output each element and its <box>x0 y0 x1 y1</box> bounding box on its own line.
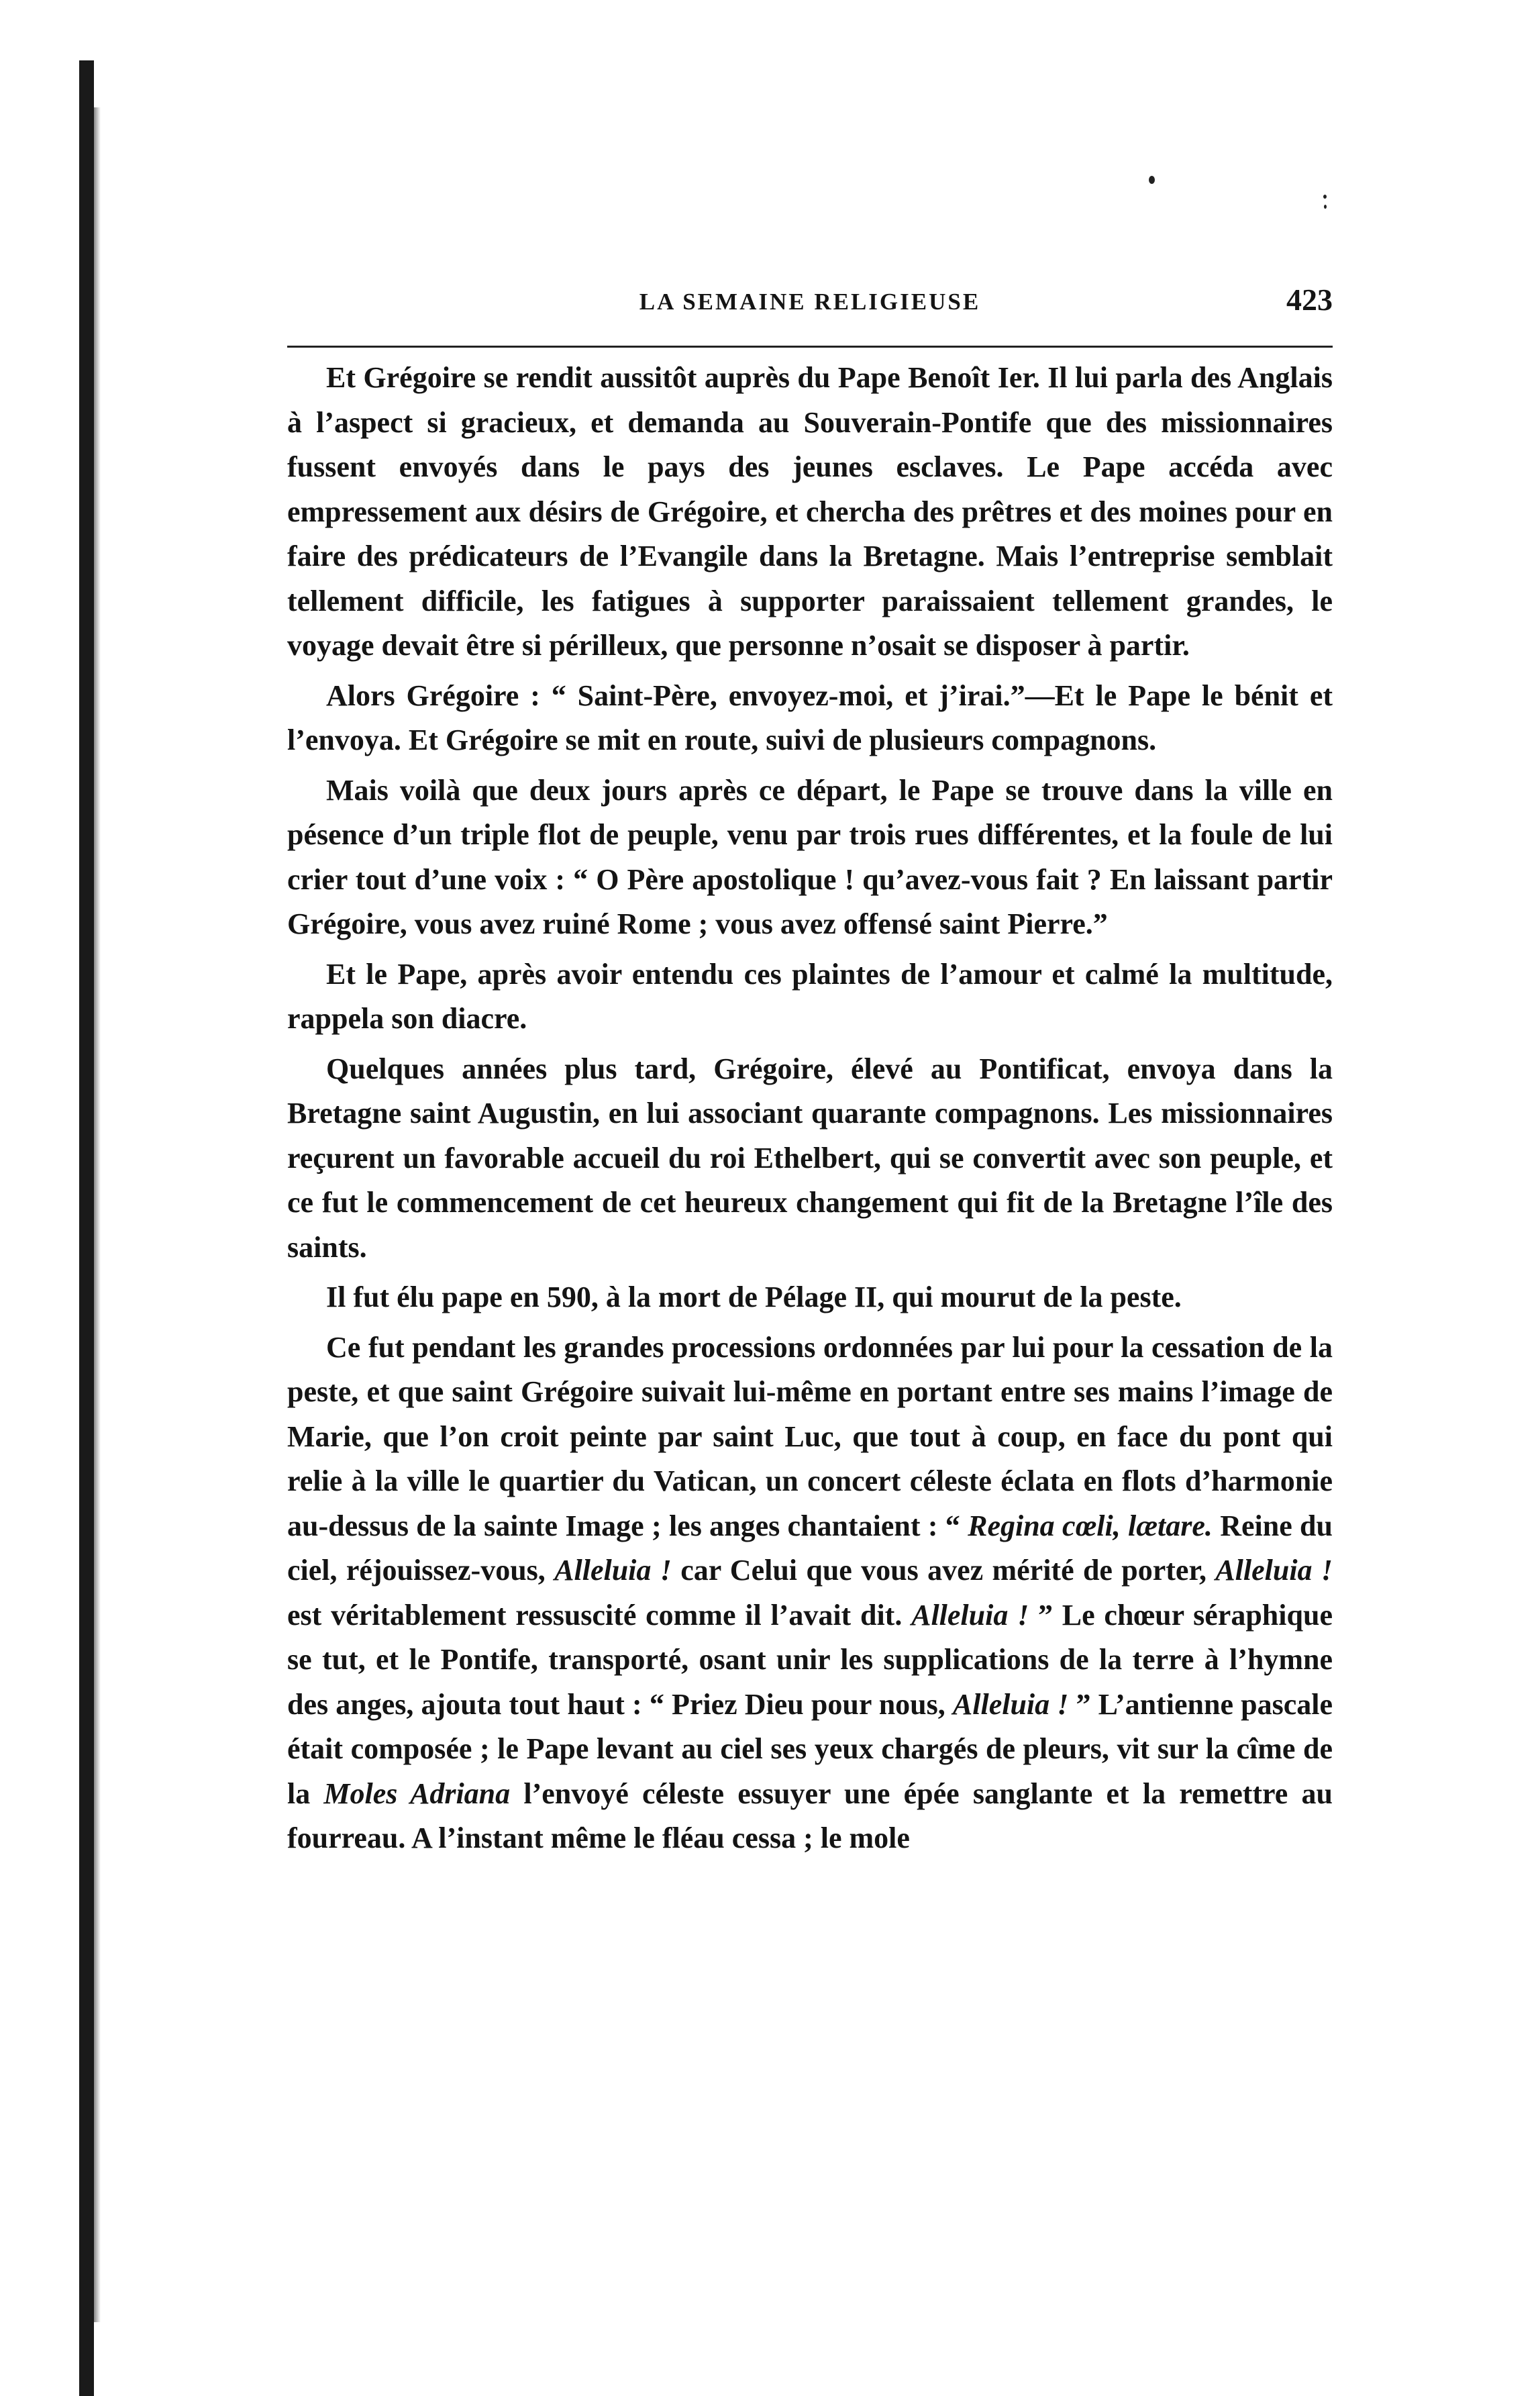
text-run: ” Le chœur séraphique se tut, et le Pontife, transporté, osant unir les supplications de la terre à l’hymne des anges, ajouta tout haut : “ Priez Dieu pour nous, <box>287 1598 1333 1721</box>
text-run: l’envoyé céleste essuyer une épée sanglante et la remettre au fourreau. A l’instant même le fléau cessa ; le mole <box>287 1777 1333 1854</box>
italic-place-name: Moles Adriana <box>323 1777 511 1810</box>
ink-speck <box>1323 195 1327 199</box>
paragraph: Et le Pape, après avoir entendu ces plaintes de l’amour et calmé la multitude, rappela son diacre. <box>287 957 1333 1035</box>
header-rule <box>287 346 1333 348</box>
body-text <box>287 356 1333 1861</box>
page-number: 423 <box>1286 283 1333 317</box>
italic-alleluia: Alleluia ! <box>952 1687 1069 1721</box>
binding-shadow <box>94 107 101 2322</box>
text-run: Reine du ciel, réjouissez-vous, <box>287 1509 1333 1587</box>
page-header <box>287 282 1333 329</box>
ink-speck <box>1324 205 1327 209</box>
text-run: est véritablement ressuscité comme il l’avait dit. <box>287 1598 912 1632</box>
text-run: ” L’antienne pascale était composée ; le Pape levant au ciel ses yeux chargés de pleurs, vit sur la cîme de la <box>287 1687 1333 1810</box>
paragraph: Quelques années plus tard, Grégoire, élevé au Pontificat, envoya dans la Bretagne saint Augustin, en lui associant quarante compagnons. Les missionnaires reçurent un favorable accueil du roi Ethelbert, qui se convertit avec son peuple, et ce fut le commencement de cet heureux changement qui fit de la Bretagne l’île des saints. <box>287 1052 1333 1264</box>
paragraph: Mais voilà que deux jours après ce départ, le Pape se trouve dans la ville en pésence d’un triple flot de peuple, venu par trois rues différentes, et la foule de lui crier tout d’une voix : “ O Père apostolique ! qu’avez-vous fait ? En laissant partir Grégoire, vous avez ruiné Rome ; vous avez offensé saint Pierre.” <box>287 773 1333 940</box>
binding-edge <box>79 60 94 2396</box>
paragraph: Et Grégoire se rendit aussitôt auprès du Pape Benoît Ier. Il lui parla des Anglais à l’aspect si gracieux, et demanda au Souverain-Pontife que des missionnaires fussent envoyés dans le pays des jeunes esclaves. Le Pape accéda avec empressement aux désirs de Grégoire, et chercha des prêtres et des moines pour en faire des prédicateurs de l’Evangile dans la Bretagne. Mais l’entreprise semblait tellement difficile, les fatigues à supporter paraissaient tellement grandes, le voyage devait être si périlleux, que personne n’osait se disposer à partir. <box>287 361 1333 662</box>
paragraph: Alors Grégoire : “ Saint-Père, envoyez-moi, et j’irai.”—Et le Pape le bénit et l’envoya. Et Grégoire se mit en route, suivi de plusieurs compagnons. <box>287 679 1333 756</box>
italic-latin-phrase: Regina cœli, lætare. <box>968 1509 1213 1542</box>
paragraph <box>287 1326 1333 1861</box>
italic-alleluia: Alleluia ! <box>1215 1554 1333 1587</box>
text-run: Ce fut pendant les grandes processions ordonnées par lui pour la cessation de la peste, et que saint Grégoire suivait lui-même en portant entre ses mains l’image de Marie, que l’on croit peinte par saint Luc, que tout à coup, en face du pont qui relie à la ville le quartier du Vatican, un concert céleste éclata en flots d’harmonie au-dessus de la sainte Image ; les anges chantaient : “ <box>287 1330 1333 1542</box>
ink-speck <box>1149 176 1155 184</box>
text-run: car Celui que vous avez mérité de porter, <box>671 1554 1216 1587</box>
italic-alleluia: Alleluia ! <box>911 1598 1029 1632</box>
paragraph: Il fut élu pape en 590, à la mort de Pélage II, qui mourut de la peste. <box>326 1281 1182 1313</box>
italic-alleluia: Alleluia ! <box>554 1554 672 1587</box>
running-title: LA SEMAINE RELIGIEUSE <box>639 289 981 315</box>
